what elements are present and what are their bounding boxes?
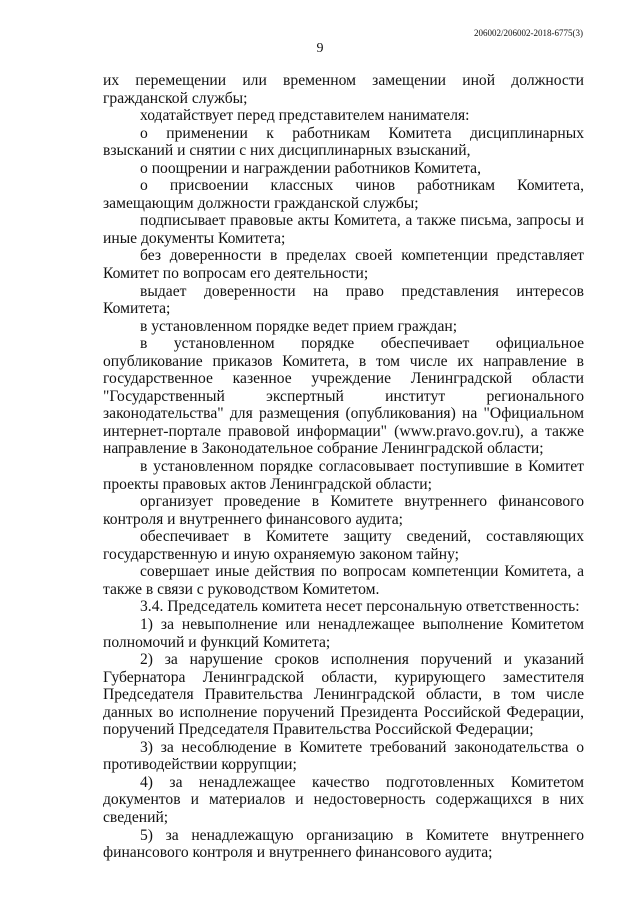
paragraph: без доверенности в пределах своей компетенции представляет Комитет по вопросам его деятельности; <box>103 247 584 283</box>
paragraph: в установленном порядке согласовывает поступившие в Комитет проекты правовых актов Ленинградской области; <box>103 458 584 493</box>
paragraph: ходатайствует перед представителем нанимателя: <box>140 107 470 125</box>
paragraph: 2) за нарушение сроков исполнения поручений и указаний Губернатора Ленинградской области, курирующего заместителя Председателя Правительства Ленинградской области, в том числе данных во исполнение поручений Президента Российской Федерации, поручений Председателя Правительства Российской Федерации; <box>103 651 584 739</box>
paragraph: 3) за несоблюдение в Комитете требований законодательства о противодействии коррупции; <box>103 738 584 774</box>
paragraph: их перемещении или временном замещении иной должности гражданской службы; <box>103 72 584 107</box>
paragraph: 1) за невыполнение или ненадлежащее выполнение Комитетом полномочий и функций Комитета; <box>103 615 584 651</box>
paragraph: 3.4. Председатель комитета несет персональную ответственность: <box>140 598 580 616</box>
page-number: 9 <box>316 41 324 56</box>
paragraph: 4) за ненадлежащее качество подготовленных Комитетом документов и материалов и недостоверность содержащихся в них сведений; <box>103 773 584 826</box>
paragraph: обеспечивает в Комитете защиту сведений, составляющих государственную и иную охраняемую законом тайну; <box>103 528 584 563</box>
paragraph: совершает иные действия по вопросам компетенции Комитета, а также в связи с руководством Комитетом. <box>103 563 584 598</box>
paragraph: организует проведение в Комитете внутреннего финансового контроля и внутреннего финансового аудита; <box>103 493 584 528</box>
document-id: 206002/206002-2018-6775(3) <box>474 28 583 38</box>
paragraph: подписывает правовые акты Комитета, а также письма, запросы и иные документы Комитета; <box>103 212 584 247</box>
paragraph: в установленном порядке обеспечивает официальное опубликование приказов Комитета, в том числе их направление в государственное казенное учреждение Ленинградской области "Государственный экспертный институт регионального законодательства" для размещения (опубликования) на "Официальном интернет-портале правовой информации" (www.pravo.gov.ru), а также направление в Законодательное собрание Ленинградской области; <box>103 335 584 458</box>
document-body <box>103 72 584 862</box>
paragraph: о применении к работникам Комитета дисциплинарных взысканий и снятии с них дисциплинарных взысканий, <box>103 124 584 160</box>
paragraph: о присвоении классных чинов работникам Комитета, замещающим должности гражданской службы; <box>103 177 584 212</box>
paragraph: о поощрении и награждении работников Комитета, <box>140 159 481 177</box>
paragraph: выдает доверенности на право представления интересов Комитета; <box>103 282 584 318</box>
paragraph: 5) за ненадлежащую организацию в Комитете внутреннего финансового контроля и внутреннего финансового аудита; <box>103 826 584 862</box>
paragraph: в установленном порядке ведет прием граждан; <box>140 317 458 335</box>
